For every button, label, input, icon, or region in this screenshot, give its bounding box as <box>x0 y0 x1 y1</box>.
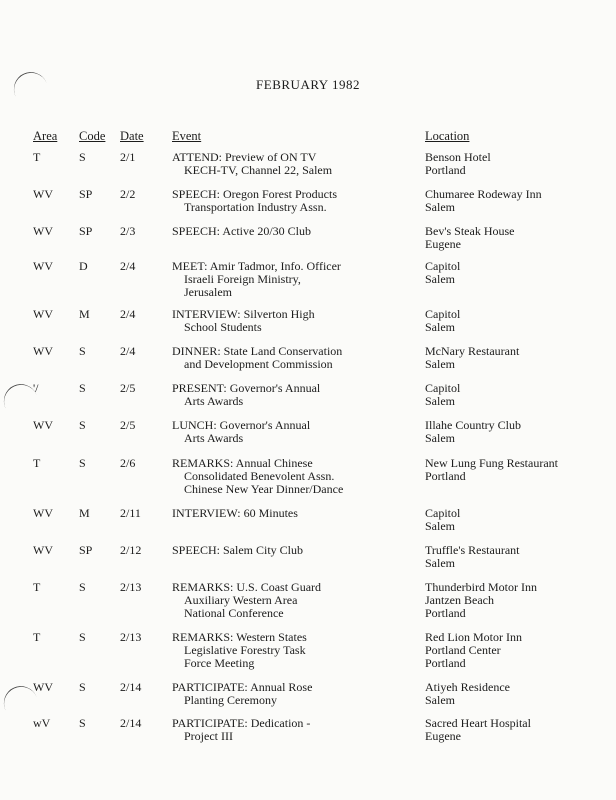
location-line: Capitol <box>425 259 461 273</box>
cell-area: '/ <box>33 381 39 395</box>
event-line: MEET: Amir Tadmor, Info. Officer <box>172 259 341 273</box>
cell-code: S <box>79 716 86 730</box>
cell-area: WV <box>33 680 53 694</box>
event-line: SPEECH: Salem City Club <box>172 543 304 557</box>
event-line: SPEECH: Oregon Forest Products <box>172 187 337 201</box>
cell-date: 2/4 <box>120 259 136 273</box>
location-line: Eugene <box>425 237 461 251</box>
cell-date: 2/5 <box>120 418 136 432</box>
cell-date: 2/11 <box>120 506 141 520</box>
cell-area: WV <box>33 307 53 321</box>
cell-date: 2/6 <box>120 456 136 470</box>
table-row <box>0 308 616 345</box>
event-line: Israeli Foreign Ministry, <box>184 272 301 286</box>
location-line: Truffle's Restaurant <box>425 543 520 557</box>
cell-code: S <box>79 680 86 694</box>
event-line: SPEECH: Active 20/30 Club <box>172 224 312 238</box>
cell-area: T <box>33 630 41 644</box>
event-line: INTERVIEW: Silverton High <box>172 307 315 321</box>
cell-date: 2/14 <box>120 680 142 694</box>
cell-code: S <box>79 418 86 432</box>
location-line: Sacred Heart Hospital <box>425 716 531 730</box>
cell-event <box>172 225 311 238</box>
location-line: Bev's Steak House <box>425 224 515 238</box>
schedule-table <box>0 151 616 753</box>
cell-date: 2/5 <box>120 381 136 395</box>
table-row <box>0 188 616 225</box>
location-line: Salem <box>425 320 455 334</box>
cell-event <box>172 681 312 707</box>
header-date: Date <box>120 129 144 143</box>
table-row <box>0 382 616 419</box>
page-title: FEBRUARY 1982 <box>256 77 360 92</box>
table-row <box>0 151 616 188</box>
event-line: Legislative Forestry Task <box>184 643 306 657</box>
location-line: Eugene <box>425 729 461 743</box>
cell-area: wV <box>33 716 51 730</box>
cell-location <box>425 419 521 445</box>
header-location: Location <box>425 129 470 143</box>
location-line: Capitol <box>425 506 461 520</box>
cell-date: 2/4 <box>120 344 136 358</box>
location-line: Portland <box>425 656 466 670</box>
cell-code: S <box>79 344 86 358</box>
cell-location <box>425 457 558 483</box>
event-line: PARTICIPATE: Dedication - <box>172 716 311 730</box>
event-line: PRESENT: Governor's Annual <box>172 381 321 395</box>
event-line: PARTICIPATE: Annual Rose <box>172 680 313 694</box>
cell-area: T <box>33 150 41 164</box>
cell-area: WV <box>33 224 53 238</box>
cell-date: 2/14 <box>120 716 142 730</box>
location-line: New Lung Fung Restaurant <box>425 456 558 470</box>
event-line: National Conference <box>184 606 284 620</box>
location-line: Salem <box>425 519 455 533</box>
event-line: DINNER: State Land Conservation <box>172 344 343 358</box>
cell-area: WV <box>33 259 53 273</box>
cell-code: SP <box>79 543 93 557</box>
cell-date: 2/12 <box>120 543 142 557</box>
event-line: Planting Ceremony <box>184 693 277 707</box>
location-line: Chumaree Rodeway Inn <box>425 187 542 201</box>
cell-location <box>425 382 460 408</box>
cell-area: WV <box>33 418 53 432</box>
cell-area: WV <box>33 344 53 358</box>
cell-area: WV <box>33 506 53 520</box>
cell-code: S <box>79 150 86 164</box>
location-line: Portland <box>425 163 466 177</box>
cell-code: M <box>79 307 90 321</box>
cell-event <box>172 382 320 408</box>
cell-area: T <box>33 456 41 470</box>
location-line: Salem <box>425 200 455 214</box>
cell-location <box>425 631 522 670</box>
location-line: Benson Hotel <box>425 150 491 164</box>
cell-area: T <box>33 580 41 594</box>
table-row <box>0 581 616 631</box>
cell-location <box>425 544 520 570</box>
cell-event <box>172 717 310 743</box>
cell-event <box>172 581 321 620</box>
location-line: Portland <box>425 469 466 483</box>
cell-event <box>172 151 332 177</box>
cell-date: 2/2 <box>120 187 136 201</box>
event-line: INTERVIEW: 60 Minutes <box>172 506 298 520</box>
header-area: Area <box>33 129 58 143</box>
location-line: Portland Center <box>425 643 501 657</box>
event-line: LUNCH: Governor's Annual <box>172 418 311 432</box>
cell-location <box>425 260 460 286</box>
cell-event <box>172 631 307 670</box>
location-line: Salem <box>425 431 455 445</box>
event-line: Consolidated Benevolent Assn. <box>184 469 335 483</box>
event-line: Jerusalem <box>184 285 232 299</box>
cell-code: S <box>79 630 86 644</box>
cell-event <box>172 308 315 334</box>
table-row <box>0 507 616 544</box>
cell-location <box>425 188 542 214</box>
location-line: Salem <box>425 272 455 286</box>
location-line: Capitol <box>425 381 461 395</box>
location-line: Thunderbird Motor Inn <box>425 580 537 594</box>
cell-code: SP <box>79 224 93 238</box>
event-line: and Development Commission <box>184 357 333 371</box>
cell-event <box>172 544 303 557</box>
table-row <box>0 260 616 308</box>
table-row <box>0 457 616 507</box>
event-line: REMARKS: Annual Chinese <box>172 456 313 470</box>
event-line: Arts Awards <box>184 394 244 408</box>
cell-event <box>172 419 310 445</box>
event-line: KECH-TV, Channel 22, Salem <box>184 163 333 177</box>
location-line: Salem <box>425 394 455 408</box>
table-row <box>0 717 616 753</box>
table-row <box>0 544 616 581</box>
cell-code: M <box>79 506 90 520</box>
cell-date: 2/13 <box>120 630 142 644</box>
cell-date: 2/4 <box>120 307 136 321</box>
cell-location <box>425 308 460 334</box>
cell-code: D <box>79 259 88 273</box>
location-line: Salem <box>425 357 455 371</box>
location-line: Jantzen Beach <box>425 593 494 607</box>
table-row <box>0 631 616 681</box>
location-line: Portland <box>425 606 466 620</box>
cell-location <box>425 151 491 177</box>
cell-area: WV <box>33 543 53 557</box>
cell-location <box>425 225 514 251</box>
cell-area: WV <box>33 187 53 201</box>
location-line: Illahe Country Club <box>425 418 521 432</box>
event-line: School Students <box>184 320 262 334</box>
event-line: Project III <box>184 729 233 743</box>
location-line: Atiyeh Residence <box>425 680 510 694</box>
cell-event <box>172 507 298 520</box>
cell-location <box>425 717 531 743</box>
cell-location <box>425 345 519 371</box>
event-line: ATTEND: Preview of ON TV <box>172 150 317 164</box>
cell-code: S <box>79 456 86 470</box>
cell-location <box>425 581 537 620</box>
table-row <box>0 225 616 260</box>
cell-event <box>172 260 341 299</box>
event-line: Arts Awards <box>184 431 244 445</box>
cell-date: 2/1 <box>120 150 136 164</box>
cell-event <box>172 345 342 371</box>
cell-code: SP <box>79 187 93 201</box>
cell-code: S <box>79 580 86 594</box>
cell-event <box>172 457 343 496</box>
event-line: REMARKS: U.S. Coast Guard <box>172 580 322 594</box>
header-code: Code <box>79 129 106 143</box>
location-line: Capitol <box>425 307 461 321</box>
cell-location <box>425 507 460 533</box>
cell-location <box>425 681 510 707</box>
location-line: McNary Restaurant <box>425 344 520 358</box>
event-line: Chinese New Year Dinner/Dance <box>184 482 344 496</box>
location-line: Salem <box>425 693 455 707</box>
event-line: REMARKS: Western States <box>172 630 307 644</box>
table-row <box>0 345 616 382</box>
table-row <box>0 681 616 717</box>
cell-event <box>172 188 337 214</box>
event-line: Auxiliary Western Area <box>184 593 298 607</box>
event-line: Force Meeting <box>184 656 255 670</box>
cell-code: S <box>79 381 86 395</box>
cell-date: 2/13 <box>120 580 142 594</box>
cell-date: 2/3 <box>120 224 136 238</box>
table-row <box>0 419 616 457</box>
location-line: Salem <box>425 556 455 570</box>
header-event: Event <box>172 129 202 143</box>
location-line: Red Lion Motor Inn <box>425 630 522 644</box>
event-line: Transportation Industry Assn. <box>184 200 327 214</box>
